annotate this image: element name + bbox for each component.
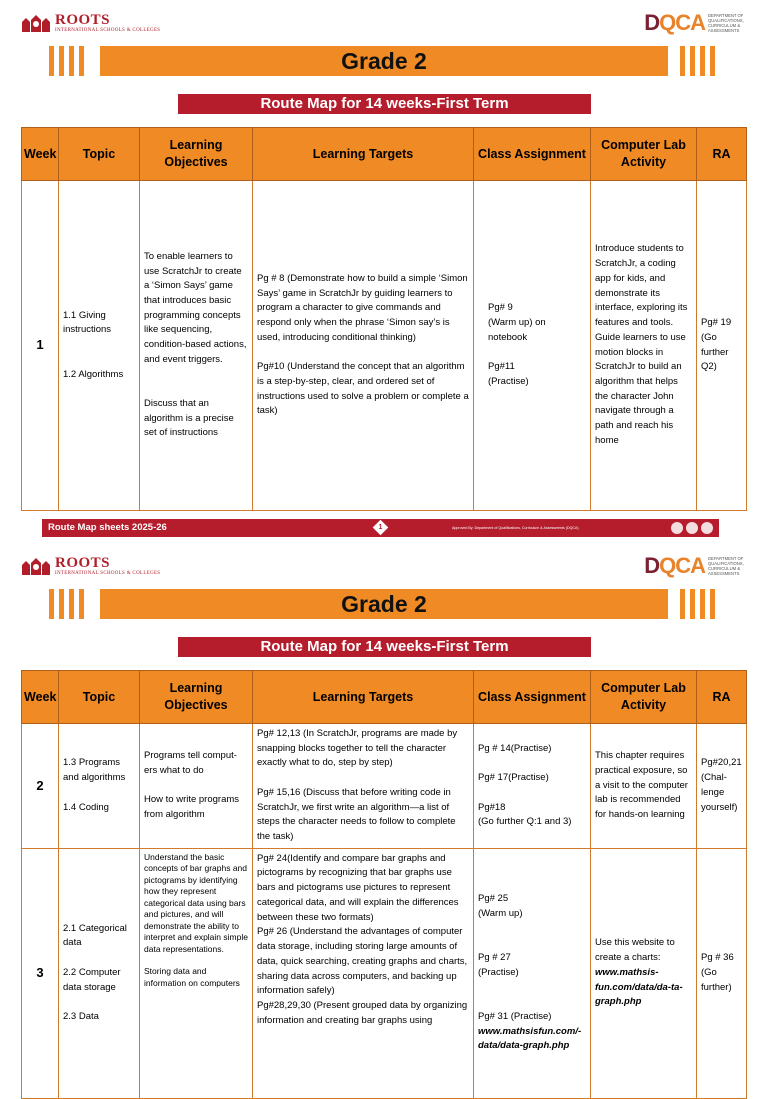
week-cell: 3 [22, 848, 59, 1098]
seal-icon [701, 522, 713, 534]
topic-cell: 2.1 Categorical data 2.2 Computer data storage 2.3 Data [59, 848, 140, 1098]
grade-title: Grade 2 [100, 589, 668, 619]
route-map-table [21, 670, 747, 1099]
header-week: Week [22, 128, 59, 181]
topic-cell: 1.3 Programs and algorithms 1.4 Coding [59, 724, 140, 849]
roots-subtitle: INTERNATIONAL SCHOOLS & COLLEGES [55, 571, 161, 576]
roots-crest-icon [20, 555, 52, 577]
approved-by-text: Approved By: Department of Qualifications, Curriculum & Assessments (DQCA) [452, 526, 579, 530]
left-bars [49, 46, 84, 76]
lab-cell: Use this website to create a charts: www.mathsis-fun.com/data/da-ta-graph.php [591, 848, 697, 1098]
ra-cell: Pg# 19 (Go further Q2) [697, 181, 747, 511]
route-map-title: Route Map for 14 weeks-First Term [178, 94, 591, 114]
roots-logo [20, 12, 160, 34]
header-topic: Topic [59, 128, 140, 181]
dqca-text: DEPARTMENT OF QUALIFICATIONS, CURRICULUM & ASSESSMENTS [708, 556, 744, 576]
week-cell: 2 [22, 724, 59, 849]
topic-cell: 1.1 Giving instructions 1.2 Algorithms [59, 181, 140, 511]
dqca-d: D [644, 10, 660, 35]
targets-cell: Pg # 8 (Demonstrate how to build a simple ‘Simon Says’ game in ScratchJr by guiding learners to program a character to give commands and respond only when the phrase ‘Simon say’s is used, introducing conditional thinking) Pg#10 (Understand the concept that an algorithm is a step-by-step, clear, and ordered set of instructions used to solve a problem or complete a task) [253, 181, 474, 511]
dqca-text: DEPARTMENT OF QUALIFICATIONS, CURRICULUM & ASSESSMENTS [708, 13, 744, 33]
header-objectives: Learning Objectives [140, 128, 253, 181]
route-map-table [21, 127, 747, 511]
grade-title: Grade 2 [100, 46, 668, 76]
roots-subtitle: INTERNATIONAL SCHOOLS & COLLEGES [55, 28, 161, 33]
week-cell: 1 [22, 181, 59, 511]
lab-cell: Introduce students to ScratchJr, a coding app for kids, and demonstrate its interface, exploring its features and tools. Guide learners to use motion blocks in ScratchJr to build an algorithm that helps the character John navigate through a path and reach his home [591, 181, 697, 511]
roots-name: ROOTS [55, 555, 111, 571]
grade-banner-row [0, 46, 768, 76]
assignment-cell: Pg# 25 (Warm up) Pg # 27 (Practise) Pg# 31 (Practise) www.mathsisfun.com/-data/data-graph.php [474, 848, 591, 1098]
page-footer [42, 519, 719, 537]
header-week: Week [22, 671, 59, 724]
header-ra: RA [697, 671, 747, 724]
dqca-logo [644, 10, 746, 36]
table-header-row [22, 128, 747, 181]
right-bars [680, 589, 715, 619]
header-targets: Learning Targets [253, 128, 474, 181]
table-row [22, 724, 747, 849]
left-bars [49, 589, 84, 619]
targets-cell: Pg# 12,13 (In ScratchJr, programs are made by snapping blocks together to tell the character exactly what to do, step by step) Pg# 15,16 (Discuss that before writing code in ScratchJr, we first write an algorithm—a list of steps the character needs to follow to complete the task) [253, 724, 474, 849]
mathsisfun-link[interactable]: www.mathsisfun.com/-data/data-graph.php [478, 1025, 582, 1052]
header-assignment: Class Assignment [474, 671, 591, 724]
header-topic: Topic [59, 671, 140, 724]
roots-crest-icon [20, 12, 52, 34]
ra-cell: Pg#20,21 (Chal-lenge yourself) [697, 724, 747, 849]
objectives-cell: Understand the basic concepts of bar graphs and pictograms by identifying how they represent categorical data using bars and pictures, and will demonstrate the ability to interpret and explain simple data representations. Storing data and information on computers [140, 848, 253, 1098]
footer-seals [671, 522, 713, 534]
roots-name: ROOTS [55, 12, 111, 28]
header-ra: RA [697, 128, 747, 181]
footer-label: Route Map sheets 2025-26 [48, 522, 167, 533]
page-1 [0, 0, 768, 540]
header-assignment: Class Assignment [474, 128, 591, 181]
roots-logo [20, 555, 160, 577]
objectives-cell: Programs tell comput-ers what to do How to write programs from algorithm [140, 724, 253, 849]
lab-cell: This chapter requires practical exposure, so a visit to the computer lab is recommended for hands-on learning [591, 724, 697, 849]
table-row [22, 181, 747, 511]
table-header-row [22, 671, 747, 724]
header-lab: Computer Lab Activity [591, 128, 697, 181]
mathsisfun-lab-link[interactable]: www.mathsis-fun.com/data/da-ta-graph.php [595, 966, 683, 1008]
table-row [22, 848, 747, 1098]
assignment-cell: Pg # 14(Practise) Pg# 17(Practise) Pg#18 (Go further Q:1 and 3) [474, 724, 591, 849]
seal-icon [686, 522, 698, 534]
page-number: 1 [378, 524, 383, 531]
grade-banner-row [0, 589, 768, 619]
objectives-cell: To enable learners to use ScratchJr to create a ‘Simon Says’ game that introduces basic programming concepts like sequencing, condition-based actions, and event triggers. Discuss that an algorithm is a precise set of instructions [140, 181, 253, 511]
seal-icon [671, 522, 683, 534]
assignment-cell: Pg# 9 (Warm up) on notebook Pg#11 (Practise) [474, 181, 591, 511]
route-map-title: Route Map for 14 weeks-First Term [178, 637, 591, 657]
page-2 [0, 543, 768, 1052]
header-objectives: Learning Objectives [140, 671, 253, 724]
dqca-d: D [644, 553, 660, 578]
dqca-rest: QCA [659, 553, 705, 578]
targets-cell: Pg# 24(Identify and compare bar graphs and pictograms by recognizing that bar graphs use bars and pictograms use pictures to represent categorical data, and will explain the differences between these two formats) Pg# 26 (Understand the advantages of computer data storage, including storing large amounts of data, quick searching, creating graphs and charts, sharing data across computers, and backing up information safely) Pg#28,29,30 (Present grouped data by organizing information and creating bar graphs using [253, 848, 474, 1098]
dqca-logo [644, 553, 746, 579]
right-bars [680, 46, 715, 76]
header-lab: Computer Lab Activity [591, 671, 697, 724]
dqca-rest: QCA [659, 10, 705, 35]
ra-cell: Pg # 36 (Go further) [697, 848, 747, 1098]
header-targets: Learning Targets [253, 671, 474, 724]
